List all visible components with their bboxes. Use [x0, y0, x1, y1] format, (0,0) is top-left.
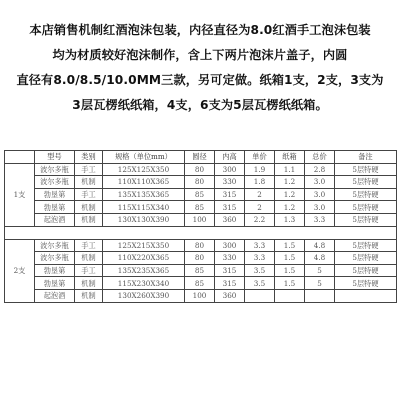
cell-total: 3.0	[305, 201, 335, 214]
table-row	[5, 252, 397, 265]
cell-box: 1.3	[275, 213, 305, 226]
cell-box: 1.2	[275, 176, 305, 189]
cell-model: 波尔多瓶	[35, 252, 75, 265]
header-cell: 单价	[245, 151, 275, 164]
cell-spec: 125X215X350	[103, 239, 185, 252]
cell-total: 5	[305, 264, 335, 277]
cell-height: 315	[215, 277, 245, 290]
cell-spec: 135X135X365	[103, 188, 185, 201]
table-row	[5, 264, 397, 277]
header-cell: 总价	[305, 151, 335, 164]
cell-model: 勃垦第	[35, 188, 75, 201]
cell-height: 330	[215, 176, 245, 189]
intro-line: 直径有8.0/8.5/10.0MM三款，另可定做。纸箱1支，2支，3支为	[16, 73, 384, 87]
header-cell: 内高	[215, 151, 245, 164]
table-row	[5, 213, 397, 226]
cell-note: 5层特硬	[335, 188, 397, 201]
header-cell	[5, 151, 35, 164]
cell-model: 波尔多瓶	[35, 163, 75, 176]
header-cell: 规格（单位mm）	[103, 151, 185, 164]
cell-total: 3.0	[305, 176, 335, 189]
cell-diameter: 80	[185, 163, 215, 176]
cell-type: 机制	[75, 252, 103, 265]
cell-model: 波尔多瓶	[35, 239, 75, 252]
cell-note: 5层特硬	[335, 201, 397, 214]
table-row	[5, 188, 397, 201]
cell-note: 5层特硬	[335, 277, 397, 290]
cell-total: 2.8	[305, 163, 335, 176]
cell-price: 2	[245, 188, 275, 201]
cell-height: 360	[215, 289, 245, 302]
cell-price: 3.5	[245, 277, 275, 290]
cell-note: 5层特硬	[335, 264, 397, 277]
cell-height: 300	[215, 239, 245, 252]
intro-line: 3层瓦楞纸纸箱，4支，6支为5层瓦楞纸纸箱。	[72, 98, 328, 112]
cell-model: 起泡酒	[35, 289, 75, 302]
table-spacer-row	[5, 226, 397, 239]
cell-type: 机制	[75, 277, 103, 290]
cell-type: 机制	[75, 213, 103, 226]
cell-spec: 125X125X350	[103, 163, 185, 176]
cell-note	[335, 289, 397, 302]
intro-line: 本店销售机制红酒泡沫包装，内径直径为8.0红酒手工泡沫包装	[29, 23, 371, 37]
cell-box: 1.2	[275, 188, 305, 201]
cell-total: 4.8	[305, 239, 335, 252]
cell-height: 315	[215, 188, 245, 201]
cell-diameter: 80	[185, 239, 215, 252]
group-label-2: 2支	[5, 239, 35, 302]
cell-type: 手工	[75, 188, 103, 201]
header-cell: 类别	[75, 151, 103, 164]
table-row	[5, 277, 397, 290]
table-row	[5, 201, 397, 214]
cell-diameter: 80	[185, 176, 215, 189]
cell-diameter: 85	[185, 264, 215, 277]
cell-box: 1.2	[275, 201, 305, 214]
intro-text	[6, 18, 394, 118]
cell-spec: 110X110X365	[103, 176, 185, 189]
cell-diameter: 85	[185, 201, 215, 214]
intro-line: 均为材质较好泡沫制作，含上下两片泡沫片盖子，内圆	[52, 48, 348, 62]
cell-spec: 130X260X390	[103, 289, 185, 302]
cell-height: 360	[215, 213, 245, 226]
cell-box: 1.5	[275, 239, 305, 252]
cell-box	[275, 289, 305, 302]
cell-diameter: 80	[185, 252, 215, 265]
cell-model: 勃垦第	[35, 264, 75, 277]
table-row	[5, 163, 397, 176]
header-cell: 圆径	[185, 151, 215, 164]
cell-model: 勃垦第	[35, 277, 75, 290]
cell-height: 315	[215, 264, 245, 277]
cell-spec: 115X230X340	[103, 277, 185, 290]
cell-box: 1.1	[275, 163, 305, 176]
cell-total: 5	[305, 277, 335, 290]
cell-model: 勃垦第	[35, 201, 75, 214]
table-header-row	[5, 151, 397, 164]
cell-box: 1.5	[275, 252, 305, 265]
cell-note: 5层特硬	[335, 176, 397, 189]
group-label-1: 1支	[5, 163, 35, 226]
cell-total: 4.8	[305, 252, 335, 265]
cell-price: 3.3	[245, 252, 275, 265]
cell-price: 1.9	[245, 163, 275, 176]
cell-price: 2	[245, 201, 275, 214]
cell-type: 手工	[75, 264, 103, 277]
cell-height: 315	[215, 201, 245, 214]
table-row	[5, 176, 397, 189]
cell-price: 1.8	[245, 176, 275, 189]
cell-price: 3.5	[245, 264, 275, 277]
cell-note: 5层特硬	[335, 239, 397, 252]
cell-price: 3.3	[245, 239, 275, 252]
cell-box: 1.5	[275, 264, 305, 277]
cell-note: 5层特硬	[335, 252, 397, 265]
cell-total	[305, 289, 335, 302]
cell-spec: 130X130X390	[103, 213, 185, 226]
cell-total: 3.0	[305, 188, 335, 201]
cell-note: 5层特硬	[335, 163, 397, 176]
cell-diameter: 85	[185, 277, 215, 290]
cell-total: 3.3	[305, 213, 335, 226]
cell-price: 2.2	[245, 213, 275, 226]
cell-diameter: 100	[185, 213, 215, 226]
cell-type: 手工	[75, 163, 103, 176]
cell-diameter: 85	[185, 188, 215, 201]
price-table	[4, 150, 397, 303]
cell-model: 波尔多瓶	[35, 176, 75, 189]
header-cell: 型号	[35, 151, 75, 164]
cell-spec: 115X115X340	[103, 201, 185, 214]
cell-spec: 135X235X365	[103, 264, 185, 277]
cell-model: 起泡酒	[35, 213, 75, 226]
cell-spec: 110X220X365	[103, 252, 185, 265]
cell-box: 1.5	[275, 277, 305, 290]
cell-height: 300	[215, 163, 245, 176]
table-row	[5, 289, 397, 302]
cell-diameter: 100	[185, 289, 215, 302]
cell-price	[245, 289, 275, 302]
cell-type: 机制	[75, 201, 103, 214]
header-cell: 纸箱	[275, 151, 305, 164]
table-row	[5, 239, 397, 252]
cell-type: 机制	[75, 289, 103, 302]
spacer-cell	[5, 226, 397, 239]
cell-type: 机制	[75, 176, 103, 189]
cell-height: 330	[215, 252, 245, 265]
cell-type: 手工	[75, 239, 103, 252]
cell-note: 5层特硬	[335, 213, 397, 226]
header-cell: 备注	[335, 151, 397, 164]
